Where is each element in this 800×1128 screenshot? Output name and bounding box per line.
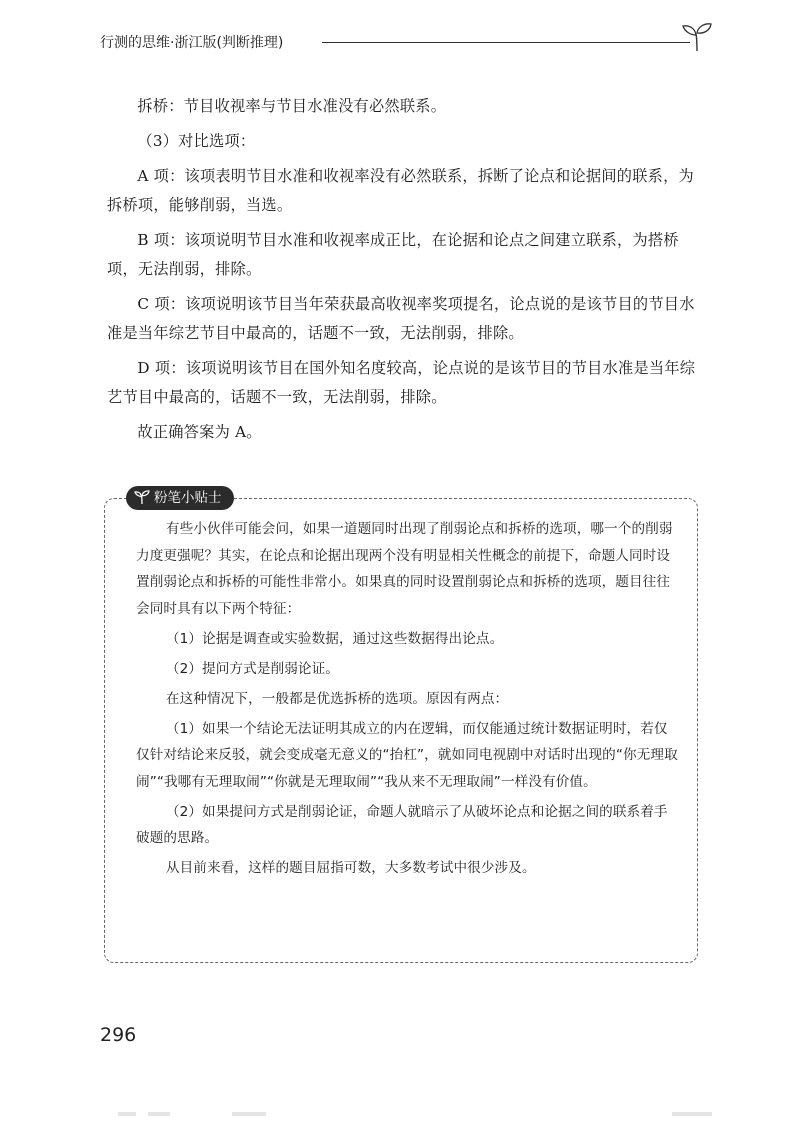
page-number: 296	[100, 1024, 137, 1046]
body-text	[107, 92, 707, 453]
scan-artifact	[118, 1112, 136, 1116]
tip-paragraph: 在这种情况下，一般都是优选拆桥的选项。原因有两点：	[165, 690, 509, 707]
paragraph: （3）对比选项：	[137, 132, 256, 150]
paragraph: 拆桥：节目收视率与节目水准没有必然联系。	[137, 97, 447, 115]
answer-line: 故正确答案为 A。	[137, 423, 262, 441]
scan-artifact	[148, 1112, 170, 1116]
tip-paragraph: （2）如果提问方式是削弱论证，命题人就暗示了从破坏论点和论据之间的联系着手破题的思路。	[136, 803, 668, 846]
page-header	[100, 30, 712, 56]
tip-paragraph: （1）论据是调查或实验数据，通过这些数据得出论点。	[165, 630, 504, 647]
paragraph: D 项：该项说明该节目在国外知名度较高，论点说的是该节目的节目水准是当年综艺节目中最高的，话题不一致，无法削弱，排除。	[107, 359, 696, 406]
header-rule	[322, 42, 690, 43]
tip-text	[136, 516, 681, 885]
scan-artifact	[232, 1112, 266, 1116]
tip-paragraph: 有些小伙伴可能会问，如果一道题同时出现了削弱论点和拆桥的选项，哪一个的削弱力度更强呢？其实，在论点和论据出现两个没有明显相关性概念的前提下，命题人同时设置削弱论点和拆桥的可能性非常小。如果真的同时设置削弱论点和拆桥的选项，题目往往会同时具有以下两个特征：	[136, 521, 673, 617]
paragraph: A 项：该项表明节目水准和收视率没有必然联系，拆断了论点和论据间的联系，为拆桥项，能够削弱，当选。	[107, 167, 694, 214]
sprout-icon	[680, 22, 714, 52]
sprout-icon	[134, 490, 150, 505]
tip-badge	[126, 486, 234, 510]
scan-artifact	[672, 1112, 712, 1116]
tip-paragraph: （2）提问方式是削弱论证。	[165, 660, 339, 677]
paragraph: B 项：该项说明节目水准和收视率成正比，在论据和论点之间建立联系，为搭桥项，无法削弱，排除。	[107, 231, 679, 278]
paragraph: C 项：该项说明该节目当年荣获最高收视率奖项提名，论点说的是该节目的节目水准是当年综艺节目中最高的，话题不一致，无法削弱，排除。	[107, 295, 695, 342]
tip-badge-label: 粉笔小贴士	[154, 490, 222, 506]
tip-paragraph: 从目前来看，这样的题目屈指可数，大多数考试中很少涉及。	[165, 860, 536, 876]
tip-paragraph: （1）如果一个结论无法证明其成立的内在逻辑，而仅能通过统计数据证明时，若仅仅针对结论来反驳，就会变成毫无意义的“抬杠”，就如同电视剧中对话时出现的“你无理取闹”“我哪有无理取闹”“你就是无理取闹”“我从来不无理取闹”一样没有价值。	[136, 720, 678, 790]
header-title: 行测的思维·浙江版(判断推理)	[100, 35, 284, 51]
